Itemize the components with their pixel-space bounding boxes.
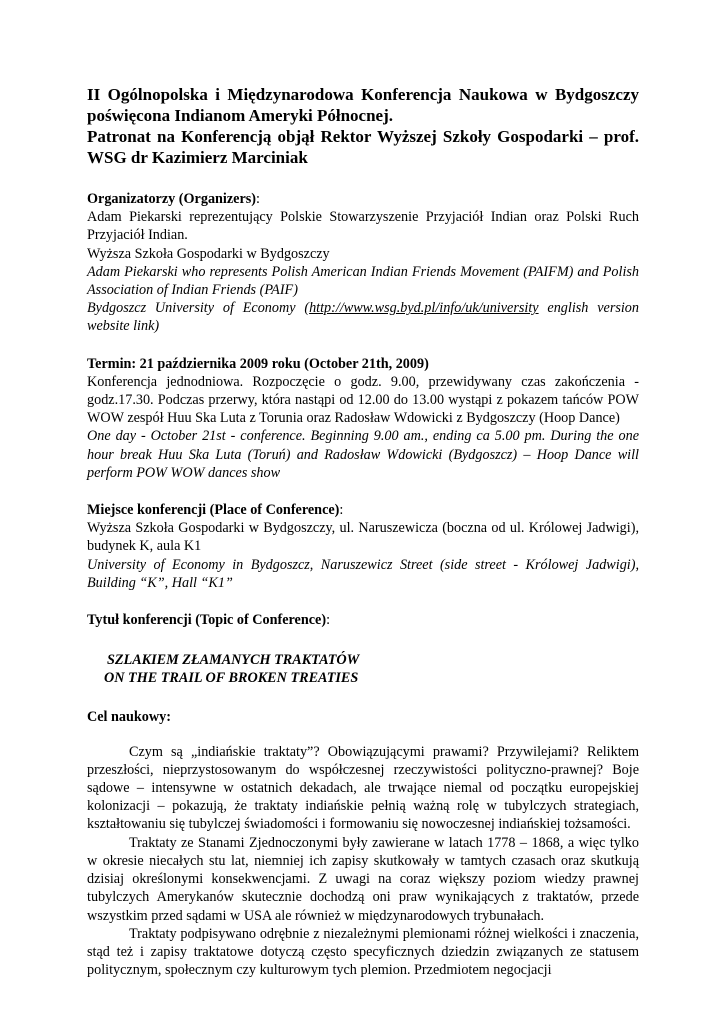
goal-paragraph-3: Traktaty podpisywano odrębnie z niezależnymi plemionami różnej wielkości i znaczenia, stąd też i zapisy traktatowe dotyczą często specyficznych dziedzin związanych ze statusem politycznym, społecznym czy kulturowym tych plemion. Przedmiotem negocjacji xyxy=(87,925,639,979)
organizers-en-2-prefix: Bydgoszcz University of Economy ( xyxy=(87,300,310,317)
place-en: University of Economy in Bydgoszcz, Naruszewicz Street (side street - Królowej Jadwigi), Building “K”, Hall “K1” xyxy=(87,556,639,591)
topic-colon: : xyxy=(326,612,331,629)
date-pl: Konferencja jednodniowa. Rozpoczęcie o godz. 9.00, przewidywany czas zakończenia - godz.17.30. Podczas przerwy, która nastąpi od 12.00 do 13.00 wystąpi z pokazem tańców POW WOW zespół Huu Ska Luta z Torunia oraz Radosław Wdowicki z Bydgoszczy (Hoop Dance) xyxy=(87,373,639,427)
organizers-en-2 xyxy=(87,299,639,335)
organizers-en-1: Adam Piekarski who represents Polish American Indian Friends Movement (PAIFM) and Polish Association of Indian Friends (PAIF) xyxy=(87,263,639,299)
place-colon: : xyxy=(339,502,344,519)
title-line-2: Patronat na Konferencją objął Rektor Wyższej Szkoły Gospodarki – prof. WSG dr Kazimierz Marciniak xyxy=(87,127,639,167)
topic-title-en: ON THE TRAIL OF BROKEN TREATIES xyxy=(104,670,359,687)
goal-paragraph-2: Traktaty ze Stanami Zjednoczonymi były zawierane w latach 1778 – 1868, a więc tylko w okresie niecałych stu lat, niemniej ich zapisy skutkowały w tamtych czasach oraz skutkują dzisiaj określonymi konsekwencjami. Z uwagi na coraz większy poziom wiedzy prawnej tubylczych Amerykanów skutecznie dochodzą oni praw wynikających z traktatów, przede wszystkim przed sądami w USA ale również w międzynarodowych trybunałach. xyxy=(87,834,639,924)
place-pl: Wyższa Szkoła Gospodarki w Bydgoszczy, ul. Naruszewicza (boczna od ul. Królowej Jadwigi), budynek K, aula K1 xyxy=(87,520,639,555)
organizers-heading: Organizatorzy (Organizers) xyxy=(87,191,257,207)
organizers-section xyxy=(87,190,639,336)
goal-body xyxy=(87,743,639,980)
organizers-colon: : xyxy=(256,191,260,207)
title-line-1: II Ogólnopolska i Międzynarodowa Konferencja Naukowa w Bydgoszczy poświęcona Indianom Ameryki Północnej. xyxy=(87,85,639,125)
place-heading: Miejsce konferencji (Place of Conference) xyxy=(87,502,340,519)
goal-heading: Cel naukowy: xyxy=(87,708,171,725)
document-title xyxy=(87,84,639,168)
date-heading: Termin: 21 października 2009 roku (October 21th, 2009) xyxy=(87,355,429,372)
place-section xyxy=(87,501,639,592)
topic-heading: Tytuł konferencji (Topic of Conference) xyxy=(87,612,327,629)
date-en: One day - October 21st - conference. Beginning 9.00 am., ending ca 5.00 pm. During the one hour break Huu Ska Luta (Toruń) and Radosław Wdowicki (Bydgoszcz) – Hoop Dance will perform POW WOW dances show xyxy=(87,428,639,481)
organizers-pl-2: Wyższa Szkoła Gospodarki w Bydgoszczy xyxy=(87,245,330,262)
document-page xyxy=(87,84,639,979)
organizers-en-2-suffix: english version website link) xyxy=(87,300,639,335)
date-section xyxy=(87,355,639,482)
topic-section xyxy=(87,611,639,629)
topic-title-pl: SZLAKIEM ZŁAMANYCH TRAKTATÓW xyxy=(107,652,360,669)
organizers-pl-1: Adam Piekarski reprezentujący Polskie Stowarzyszenie Przyjaciół Indian oraz Polski Ruch Przyjaciół Indian. xyxy=(87,209,639,244)
university-link[interactable]: http://www.wsg.byd.pl/info/uk/university xyxy=(309,300,539,317)
goal-paragraph-1: Czym są „indiańskie traktaty”? Obowiązującymi prawami? Przywilejami? Reliktem przeszłości, nieprzystosowanym do współczesnej rzeczywistości polityczno-prawnej? Boje sądowe – intensywne w ostatnich dekadach, ale trwające niemal od początku europejskiej kolonizacji – pokazują, że traktaty indiańskie pełnią ważną rolę w tubylczych strategiach, kształtowaniu się tubylczej świadomości i formowaniu się nowoczesnej indiańskiej tożsamości. xyxy=(87,743,639,833)
topic-title xyxy=(87,651,639,687)
